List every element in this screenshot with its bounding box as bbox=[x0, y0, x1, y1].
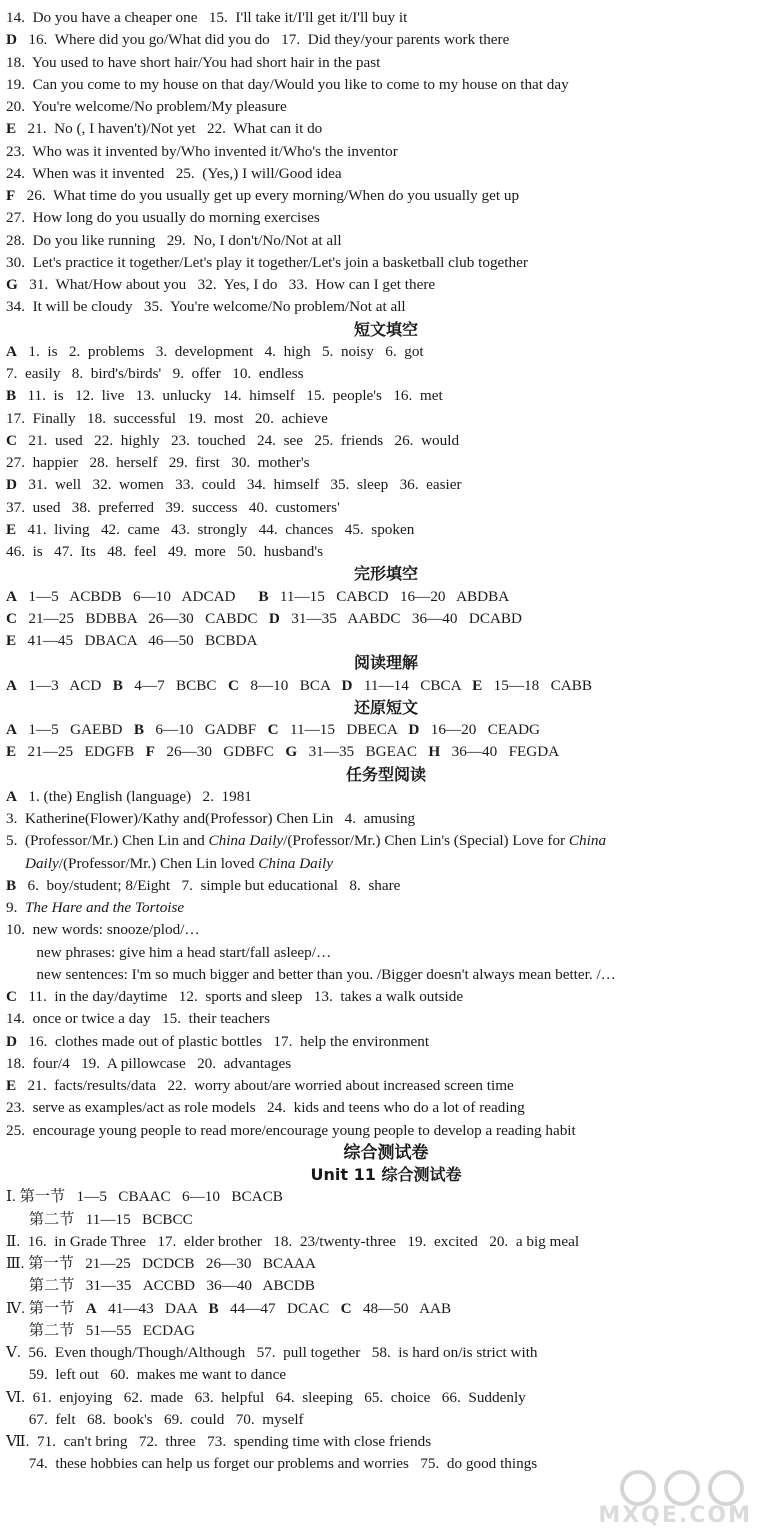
answer-text: 20. You're welcome/No problem/My pleasure bbox=[6, 98, 287, 115]
answer-text: 8—10 BCA bbox=[238, 676, 342, 694]
answer-text: 17. Finally 18. successful 19. most 20. achieve bbox=[6, 409, 328, 427]
answer-text: new sentences: I'm so much bigger and better than you. /Bigger doesn't always mean better. /… bbox=[6, 965, 616, 983]
answer-text: 48—50 AAB bbox=[351, 1299, 452, 1317]
group-letter: B bbox=[208, 1299, 219, 1317]
answer-text: /(Professor/Mr.) Chen Lin's (Special) Love for bbox=[283, 832, 569, 850]
answer-text: 10. new words: snooze/plod/… bbox=[6, 921, 200, 939]
answer-line bbox=[0, 1387, 772, 1409]
answer-line bbox=[0, 853, 772, 875]
group-letter: D bbox=[6, 31, 17, 49]
answer-text: 21. used 22. highly 23. touched 24. see 25. friends 26. would bbox=[16, 431, 460, 449]
answer-line bbox=[0, 96, 772, 118]
answer-line bbox=[0, 964, 772, 986]
group-letter: D bbox=[268, 609, 280, 627]
answer-text: 14. Do you have a cheaper one 15. I'll take it/I'll get it/I'll buy it bbox=[6, 9, 408, 26]
answer-text: 27. happier 28. herself 29. first 30. mother's bbox=[6, 454, 310, 471]
group-letter: C bbox=[6, 988, 17, 1005]
answer-text: Ⅳ. 第一节 bbox=[6, 1299, 86, 1317]
group-letter: B bbox=[258, 587, 269, 605]
answer-text: 27. How long do you usually do morning exercises bbox=[6, 209, 320, 227]
answer-line bbox=[0, 163, 772, 185]
answer-line bbox=[0, 1209, 772, 1231]
answer-line bbox=[0, 675, 772, 697]
answer-line bbox=[0, 7, 772, 29]
answer-text: 31—35 AABDC 36—40 DCABD bbox=[279, 609, 523, 627]
answer-line bbox=[0, 1298, 772, 1320]
answer-line bbox=[0, 1320, 772, 1342]
answer-text: 18. four/4 19. A pillowcase 20. advantages bbox=[6, 1054, 292, 1072]
answer-line bbox=[0, 1120, 772, 1142]
answer-line bbox=[0, 1275, 772, 1297]
answer-line bbox=[0, 1097, 772, 1119]
group-letter: E bbox=[6, 120, 17, 138]
answer-text: 11—14 CBCA bbox=[352, 676, 473, 694]
answer-text: 5. (Professor/Mr.) Chen Lin and bbox=[6, 832, 209, 850]
answer-text: 46. is 47. Its 48. feel 49. more 50. husband's bbox=[6, 543, 324, 560]
group-letter: B bbox=[112, 676, 123, 694]
answer-line bbox=[0, 230, 772, 252]
section-heading: Unit 11 综合测试卷 bbox=[310, 1165, 462, 1184]
answer-line bbox=[0, 1364, 772, 1386]
answer-text: 19. Can you come to my house on that day/Would you like to come to my house on that day bbox=[6, 75, 569, 93]
answer-line bbox=[0, 741, 772, 763]
answer-text: China Daily bbox=[208, 832, 284, 850]
answer-line bbox=[0, 1409, 772, 1431]
answer-line bbox=[0, 1431, 772, 1453]
answer-text: 41—45 DBACA 46—50 BCBDA bbox=[16, 632, 258, 649]
answer-text: 41. living 42. came 43. strongly 44. chances 45. spoken bbox=[16, 520, 415, 538]
answer-text: 21—25 EDGFB bbox=[16, 743, 146, 761]
answer-line bbox=[0, 942, 772, 964]
answer-text: 11. is 12. live 13. unlucky 14. himself 15. people's 16. met bbox=[16, 387, 443, 405]
answer-text: 6. boy/student; 8/Eight 7. simple but educational 8. share bbox=[16, 876, 401, 894]
answer-line bbox=[0, 497, 772, 519]
group-letter: B bbox=[133, 721, 144, 738]
answer-line bbox=[0, 430, 772, 452]
group-letter: H bbox=[428, 743, 441, 761]
answer-text: China bbox=[568, 832, 607, 850]
group-letter: D bbox=[341, 676, 353, 694]
section-heading: 综合测试卷 bbox=[343, 1142, 429, 1163]
answer-text: /(Professor/Mr.) Chen Lin loved bbox=[58, 854, 259, 872]
answer-line bbox=[0, 719, 772, 741]
answer-text: The Hare and the Tortoise bbox=[24, 899, 185, 916]
answer-text: 21. No (, I haven't)/Not yet 22. What can it do bbox=[16, 120, 323, 138]
group-letter: E bbox=[6, 1077, 17, 1094]
group-letter: C bbox=[340, 1299, 352, 1317]
group-letter: C bbox=[6, 609, 17, 627]
answer-text: 11—15 DBECA bbox=[278, 721, 409, 738]
answer-text: 59. left out 60. makes me want to dance bbox=[6, 1366, 287, 1384]
answer-line bbox=[0, 252, 772, 274]
group-letter: A bbox=[6, 676, 17, 694]
answer-text: 74. these hobbies can help us forget our problems and worries 75. do good things bbox=[6, 1455, 538, 1473]
group-letter: D bbox=[6, 476, 17, 494]
section-heading: 阅读理解 bbox=[353, 653, 418, 673]
answer-text: 41—43 DAA bbox=[96, 1299, 209, 1317]
answer-line bbox=[0, 385, 772, 407]
answer-text: 1—5 GAEBD bbox=[16, 721, 134, 738]
answer-text: 15—18 CABB bbox=[482, 676, 592, 694]
answer-line bbox=[0, 786, 772, 808]
answer-text: Ⅱ. 16. in Grade Three 17. elder brother 18. 23/twenty-three 19. excited 20. a big meal bbox=[6, 1232, 580, 1250]
answer-text: 23. Who was it invented by/Who invented it/Who's the inventor bbox=[6, 142, 398, 160]
answer-text: Ⅶ. 71. can't bring 72. three 73. spending time with close friends bbox=[6, 1433, 432, 1450]
watermark-text: MXQE.COM bbox=[598, 1503, 752, 1528]
answer-text: 34. It will be cloudy 35. You're welcome/No problem/Not at all bbox=[6, 298, 406, 316]
group-letter: F bbox=[6, 187, 16, 204]
answer-line bbox=[0, 1186, 772, 1208]
answer-line bbox=[0, 586, 772, 608]
answer-text: Daily bbox=[24, 854, 59, 872]
answer-line bbox=[0, 986, 772, 1008]
answer-line bbox=[0, 52, 772, 74]
answer-text: 21—25 BDBBA 26—30 CABDC bbox=[16, 609, 269, 627]
answer-text: 31—35 BGEAC bbox=[297, 743, 429, 761]
answer-line bbox=[0, 118, 772, 140]
group-letter: G bbox=[6, 276, 18, 293]
answer-text: China Daily bbox=[258, 854, 333, 872]
answer-line bbox=[0, 1075, 772, 1097]
section-heading: 还原短文 bbox=[353, 697, 418, 717]
answer-text: Ⅰ. 第一节 1—5 CBAAC 6—10 BCACB bbox=[6, 1188, 283, 1206]
answer-text: 37. used 38. preferred 39. success 40. customers' bbox=[6, 498, 340, 516]
answer-text: 23. serve as examples/act as role models 24. kids and teens who do a lot of reading bbox=[6, 1099, 525, 1117]
group-letter: A bbox=[6, 587, 17, 605]
answer-text: 21. facts/results/data 22. worry about/are worried about increased screen time bbox=[16, 1077, 514, 1094]
group-letter: F bbox=[145, 743, 155, 761]
answer-text: 1—3 ACD bbox=[16, 676, 113, 694]
answer-text: 11—15 CABCD 16—20 ABDBA bbox=[268, 587, 510, 605]
answer-line bbox=[0, 452, 772, 474]
answer-line bbox=[0, 274, 772, 296]
answer-text: 16. clothes made out of plastic bottles 17. help the environment bbox=[16, 1032, 430, 1050]
group-letter: A bbox=[6, 787, 17, 805]
section-heading: 短文填空 bbox=[353, 319, 418, 339]
answer-line bbox=[0, 474, 772, 496]
group-letter: D bbox=[408, 721, 420, 738]
answer-text: 9. bbox=[6, 899, 25, 916]
answer-text: Ⅲ. 第一节 21—25 DCDCB 26—30 BCAAA bbox=[6, 1255, 316, 1272]
answer-line bbox=[0, 363, 772, 385]
answer-text: 11. in the day/daytime 12. sports and sleep 13. takes a walk outside bbox=[16, 988, 464, 1005]
answer-line bbox=[0, 897, 772, 919]
group-letter: C bbox=[6, 431, 17, 449]
answer-line bbox=[0, 541, 772, 563]
group-letter: E bbox=[472, 676, 483, 694]
answer-text: 26—30 GDBFC bbox=[154, 743, 286, 761]
answer-text: 1—5 ACBDB 6—10 ADCAD bbox=[16, 587, 259, 605]
group-letter: B bbox=[6, 387, 17, 405]
answer-text: 44—47 DCAC bbox=[218, 1299, 341, 1317]
answer-text: new phrases: give him a head start/fall asleep/… bbox=[6, 943, 332, 961]
answer-line bbox=[0, 608, 772, 630]
answer-line bbox=[0, 830, 772, 852]
section-heading: 任务型阅读 bbox=[345, 764, 426, 784]
watermark-logo bbox=[576, 1468, 766, 1532]
group-letter: B bbox=[6, 876, 17, 894]
group-letter: A bbox=[85, 1299, 97, 1317]
answer-text: 25. encourage young people to read more/encourage young people to develop a reading habit bbox=[6, 1121, 576, 1139]
group-letter: E bbox=[6, 632, 17, 649]
answer-text: 31. What/How about you 32. Yes, I do 33. How can I get there bbox=[17, 276, 436, 293]
answer-line bbox=[0, 141, 772, 163]
answer-line bbox=[0, 296, 772, 318]
answer-line bbox=[0, 29, 772, 51]
answer-line bbox=[0, 1231, 772, 1253]
answer-text: 18. You used to have short hair/You had short hair in the past bbox=[6, 53, 381, 71]
answer-line bbox=[0, 519, 772, 541]
group-letter: A bbox=[6, 342, 17, 360]
answer-line bbox=[0, 1053, 772, 1075]
group-letter: A bbox=[6, 721, 17, 738]
answer-line bbox=[0, 185, 772, 207]
answer-text: 第二节 51—55 ECDAG bbox=[6, 1321, 195, 1339]
answer-text: 3. Katherine(Flower)/Kathy and(Professor) Chen Lin 4. amusing bbox=[6, 810, 416, 827]
answer-line bbox=[0, 1342, 772, 1364]
answer-text: 30. Let's practice it together/Let's play it together/Let's join a basketball club together bbox=[6, 253, 528, 271]
answer-text: 第二节 31—35 ACCBD 36—40 ABCDB bbox=[6, 1277, 315, 1295]
answer-text: 36—40 FEGDA bbox=[440, 743, 560, 761]
group-letter: G bbox=[285, 743, 298, 761]
answer-line bbox=[0, 808, 772, 830]
answer-line bbox=[0, 1031, 772, 1053]
answer-text: 67. felt 68. book's 69. could 70. myself bbox=[6, 1410, 304, 1428]
answer-line bbox=[0, 1253, 772, 1275]
answer-text: 6—10 GADBF bbox=[143, 721, 268, 738]
answer-line bbox=[0, 341, 772, 363]
section-heading: 完形填空 bbox=[353, 564, 418, 584]
answer-line bbox=[0, 1008, 772, 1030]
answer-text bbox=[6, 855, 25, 872]
answer-text: 16. Where did you go/What did you do 17. Did they/your parents work there bbox=[16, 31, 510, 49]
group-letter: C bbox=[267, 721, 279, 738]
answer-text: 1. is 2. problems 3. development 4. high 5. noisy 6. got bbox=[16, 342, 424, 360]
answer-text: 1. (the) English (language) 2. 1981 bbox=[16, 787, 252, 805]
answer-text: 16—20 CEADG bbox=[419, 721, 540, 738]
answer-line bbox=[0, 875, 772, 897]
answer-line bbox=[0, 408, 772, 430]
answer-text: 26. What time do you usually get up every morning/When do you usually get up bbox=[15, 187, 520, 204]
group-letter: E bbox=[6, 743, 17, 761]
answer-text: 24. When was it invented 25. (Yes,) I will/Good idea bbox=[6, 164, 342, 182]
group-letter: C bbox=[227, 676, 239, 694]
answer-line bbox=[0, 74, 772, 96]
answer-text: 第二节 11—15 BCBCC bbox=[6, 1210, 193, 1228]
answer-text: 31. well 32. women 33. could 34. himself 35. sleep 36. easier bbox=[16, 476, 462, 494]
answer-line bbox=[0, 207, 772, 229]
answer-line bbox=[0, 630, 772, 652]
answer-text: 14. once or twice a day 15. their teachers bbox=[6, 1010, 270, 1028]
answer-text: 4—7 BCBC bbox=[122, 676, 228, 694]
group-letter: D bbox=[6, 1032, 17, 1050]
answer-text: Ⅵ. 61. enjoying 62. made 63. helpful 64. sleeping 65. choice 66. Suddenly bbox=[6, 1388, 526, 1406]
answer-text: Ⅴ. 56. Even though/Though/Although 57. pull together 58. is hard on/is strict with bbox=[6, 1344, 538, 1361]
answer-text: 7. easily 8. bird's/birds' 9. offer 10. endless bbox=[6, 365, 304, 382]
answer-line bbox=[0, 919, 772, 941]
answer-text: 28. Do you like running 29. No, I don't/No/Not at all bbox=[6, 231, 342, 249]
group-letter: E bbox=[6, 520, 17, 538]
